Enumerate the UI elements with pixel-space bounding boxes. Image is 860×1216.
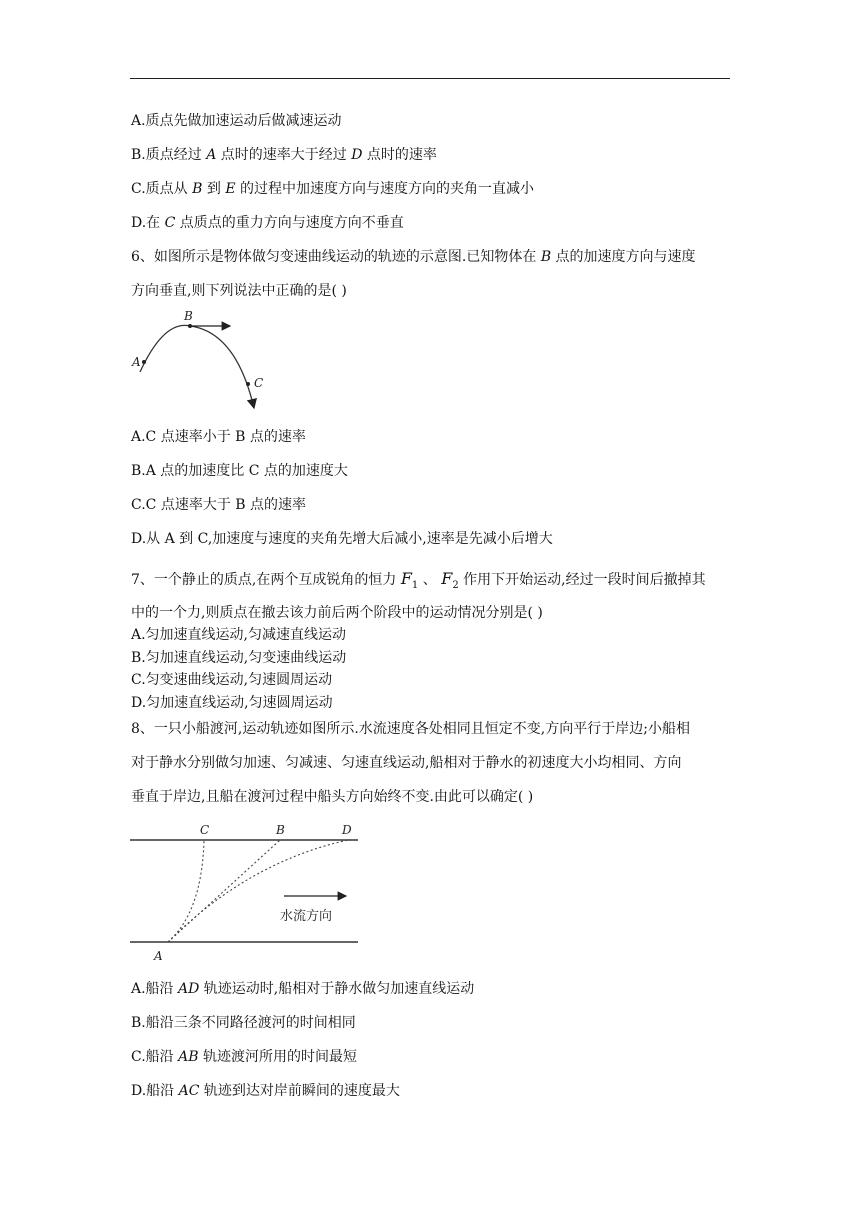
q8-stem-line1: 8、一只小船渡河,运动轨迹如图所示.水流速度各处相同且恒定不变,方向平行于岸边;小船相 [131, 721, 690, 737]
q8-label-d: D [342, 823, 352, 837]
q5-option-b: B.质点经过 A 点时的速率大于经过 D 点时的速率 [131, 147, 437, 163]
q8-stem-line3: 垂直于岸边,且船在渡河过程中船头方向始终不变.由此可以确定( ) [131, 789, 534, 805]
q8-option-a: A.船沿 AD 轨迹运动时,船相对于静水做匀加速直线运动 [131, 981, 475, 997]
q6-option-a: A.C 点速率小于 B 点的速率 [131, 429, 306, 445]
q6-label-a: A [132, 355, 141, 369]
q5-option-c: C.质点从 B 到 E 的过程中加速度方向与速度方向的夹角一直减小 [131, 181, 535, 197]
q7-option-a: A.匀加速直线运动,匀减速直线运动 [131, 627, 347, 643]
q6-label-c: C [254, 376, 264, 390]
header-rule [130, 78, 730, 79]
q7-option-d: D.匀加速直线运动,匀速圆周运动 [131, 695, 333, 711]
q8-river-figure [128, 820, 362, 964]
q6-trajectory-figure [128, 308, 268, 416]
q8-label-b: B [276, 823, 285, 837]
q8-path-ac [168, 840, 204, 942]
q7-option-b: B.匀加速直线运动,匀变速曲线运动 [131, 650, 347, 666]
q6-point-a [142, 360, 146, 364]
q8-option-c: C.船沿 AB 轨迹渡河所用的时间最短 [131, 1049, 357, 1065]
q5-option-a: A.质点先做加速运动后做减速运动 [131, 113, 342, 129]
q8-label-a: A [154, 949, 163, 963]
q6-point-c [246, 382, 250, 386]
q6-option-c: C.C 点速率大于 B 点的速率 [131, 497, 307, 513]
q6-stem-line1: 6、如图所示是物体做匀变速曲线运动的轨迹的示意图.已知物体在 B 点的加速度方向与速度 [131, 249, 696, 265]
q6-option-d: D.从 A 到 C,加速度与速度的夹角先增大后减小,速率是先减小后增大 [131, 531, 553, 547]
q8-option-b: B.船沿三条不同路径渡河的时间相同 [131, 1015, 356, 1031]
q8-flow-label: 水流方向 [280, 909, 333, 924]
q8-label-c: C [200, 823, 210, 837]
q7-option-c: C.匀变速曲线运动,匀速圆周运动 [131, 672, 333, 688]
q6-trajectory-curve [140, 325, 254, 408]
q8-stem-line2: 对于静水分别做匀加速、匀减速、匀速直线运动,船相对于静水的初速度大小均相同、方向 [131, 755, 682, 771]
q6-option-b: B.A 点的加速度比 C 点的加速度大 [131, 463, 348, 479]
q5-option-d: D.在 C 点质点的重力方向与速度方向不垂直 [131, 215, 404, 231]
q8-option-d: D.船沿 AC 轨迹到达对岸前瞬间的速度最大 [131, 1083, 400, 1099]
q7-stem-line2: 中的一个力,则质点在撤去该力前后两个阶段中的运动情况分别是( ) [131, 605, 543, 621]
q8-path-ad [168, 840, 348, 942]
q6-stem-line2: 方向垂直,则下列说法中正确的是( ) [131, 283, 347, 299]
q6-label-b: B [184, 309, 193, 323]
q7-stem-line1: 7、一个静止的质点,在两个互成锐角的恒力 $F_1$ 、 $F_2$ 作用下开始运动,经过一段时间后撤掉其 [131, 569, 706, 591]
q6-point-b [188, 324, 192, 328]
